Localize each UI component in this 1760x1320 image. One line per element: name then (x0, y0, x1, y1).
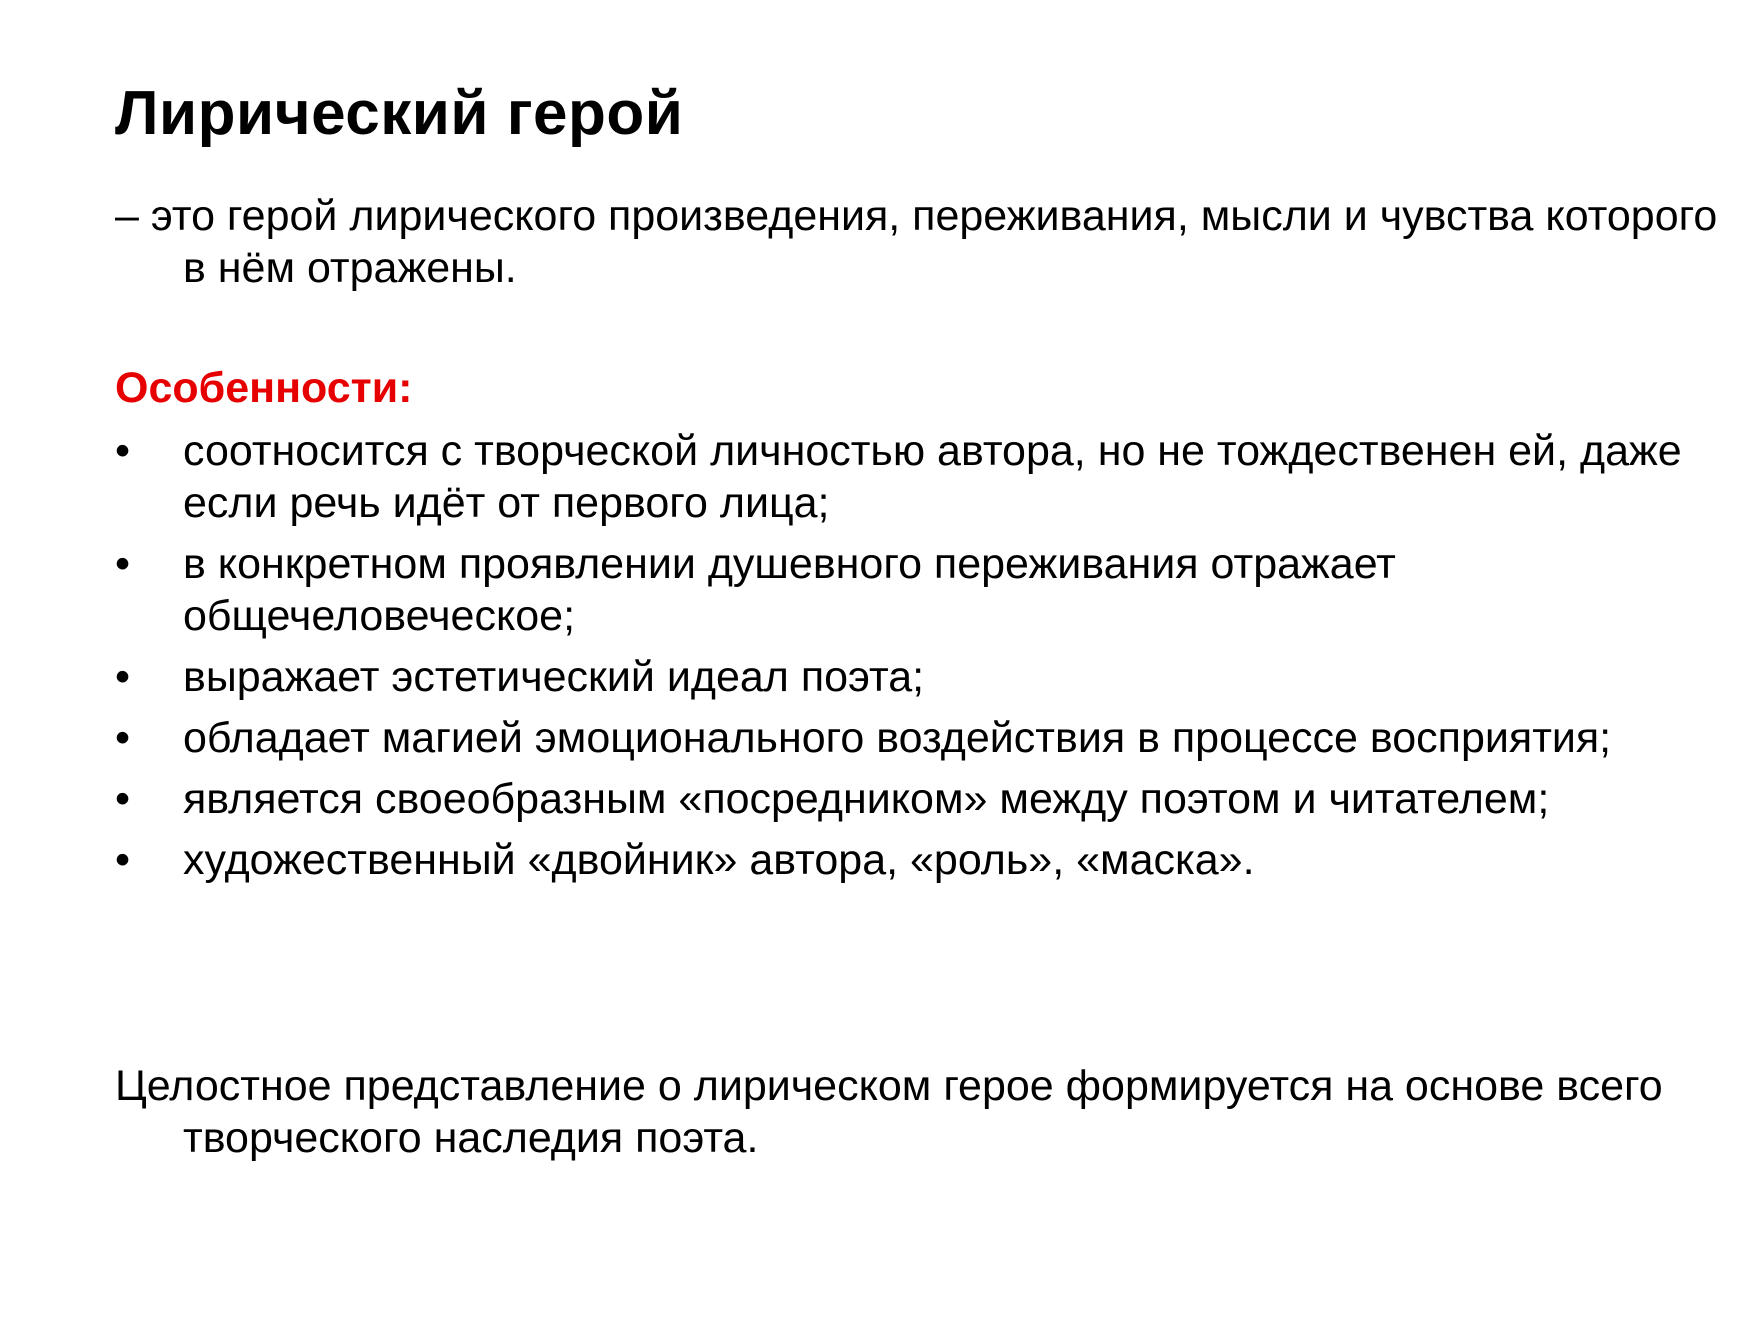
list-item (115, 425, 1695, 529)
bullet-icon: • (115, 427, 131, 475)
list-item (115, 773, 1695, 825)
bullet-icon: • (115, 653, 131, 701)
list-item-text: обладает магией эмоционального воздействия в процессе восприятия; (183, 714, 1612, 762)
bullet-icon: • (115, 836, 131, 884)
bullet-icon: • (115, 714, 131, 762)
bullet-icon: • (115, 775, 131, 823)
list-item (115, 651, 1695, 703)
bullet-icon: • (115, 540, 131, 588)
list-item-text: выражает эстетический идеал поэта; (183, 653, 925, 701)
slide-title: Лирический герой (115, 79, 684, 148)
features-heading: Особенности: (115, 364, 413, 412)
list-item-text: художественный «двойник» автора, «роль», «маска». (183, 836, 1255, 884)
list-item-text: соотносится с творческой личностью автора, но не тождественен ей, даже если речь идёт от первого лица; (183, 427, 1682, 527)
list-item (115, 834, 1695, 886)
definition-text: – это герой лирического произведения, переживания, мысли и чувства которого в нём отражены. (115, 192, 1718, 292)
features-list (115, 425, 1695, 895)
list-item-text: является своеобразным «посредником» между поэтом и читателем; (183, 775, 1550, 823)
list-item (115, 538, 1695, 642)
conclusion-text: Целостное представление о лирическом герое формируется на основе всего творческого наследия поэта. (115, 1062, 1663, 1162)
list-item-text: в конкретном проявлении душевного переживания отражает общечеловеческое; (183, 540, 1396, 640)
list-item (115, 712, 1695, 764)
